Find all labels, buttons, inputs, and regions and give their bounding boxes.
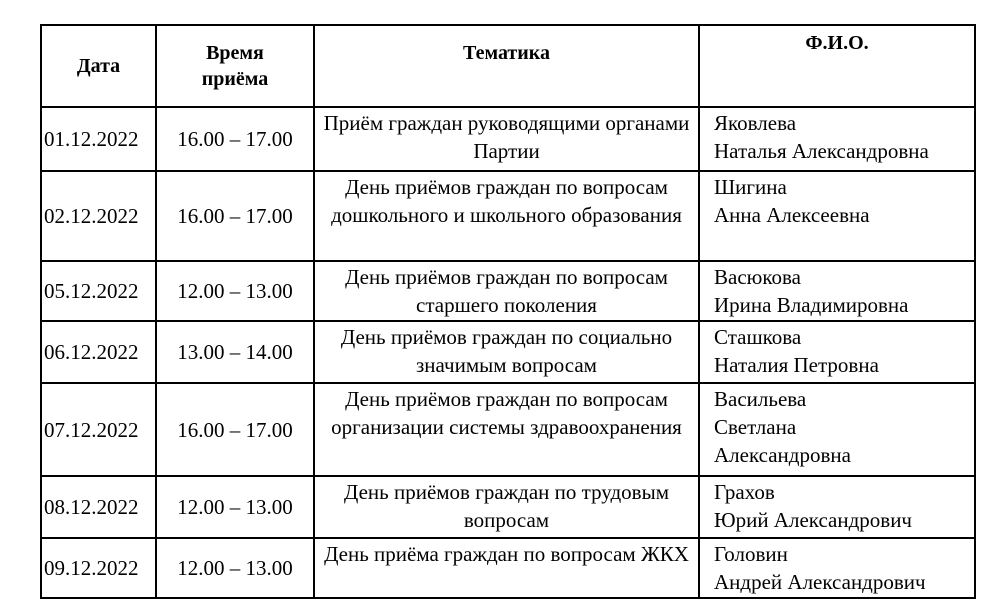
cell-theme: День приёмов граждан по социально значимым вопросам [314, 321, 699, 383]
cell-theme: День приёмов граждан по вопросам дошкольного и школьного образования [314, 171, 699, 261]
header-theme: Тематика [314, 25, 699, 107]
cell-date: 06.12.2022 [41, 321, 156, 383]
cell-date: 02.12.2022 [41, 171, 156, 261]
cell-time: 12.00 – 13.00 [156, 538, 314, 598]
fio-patronymic: Александровна [714, 443, 851, 467]
cell-date: 08.12.2022 [41, 476, 156, 538]
fio-surname: Яковлева [714, 111, 797, 135]
cell-time: 16.00 – 17.00 [156, 171, 314, 261]
cell-fio [699, 476, 975, 538]
header-date: Дата [41, 25, 156, 107]
cell-theme: День приёмов граждан по трудовым вопросам [314, 476, 699, 538]
cell-date: 09.12.2022 [41, 538, 156, 598]
cell-date: 05.12.2022 [41, 261, 156, 321]
fio-name: Наталия Петровна [714, 353, 879, 377]
cell-theme: День приёмов граждан по вопросам старшего поколения [314, 261, 699, 321]
header-time-line1: Время [206, 42, 264, 64]
cell-time: 12.00 – 13.00 [156, 476, 314, 538]
fio-surname: Васильева [714, 387, 807, 411]
cell-fio [699, 538, 975, 598]
cell-fio [699, 321, 975, 383]
reception-schedule-table [40, 24, 976, 599]
fio-surname: Васюкова [714, 265, 801, 289]
cell-time: 13.00 – 14.00 [156, 321, 314, 383]
cell-fio [699, 171, 975, 261]
cell-date: 07.12.2022 [41, 383, 156, 476]
table-row [41, 107, 975, 171]
fio-surname: Грахов [714, 480, 775, 504]
cell-time: 16.00 – 17.00 [156, 107, 314, 171]
cell-theme: Приём граждан руководящими органами Партии [314, 107, 699, 171]
cell-time: 12.00 – 13.00 [156, 261, 314, 321]
cell-fio [699, 261, 975, 321]
header-fio: Ф.И.О. [699, 25, 975, 107]
cell-fio [699, 107, 975, 171]
fio-name: Светлана [714, 415, 797, 439]
cell-fio [699, 383, 975, 476]
table-row [41, 538, 975, 598]
fio-surname: Сташкова [714, 325, 802, 349]
cell-date: 01.12.2022 [41, 107, 156, 171]
table-row [41, 261, 975, 321]
fio-surname: Шигина [714, 175, 787, 199]
table-row [41, 321, 975, 383]
table-row [41, 383, 975, 476]
table-header-row [41, 25, 975, 107]
header-time [156, 25, 314, 107]
fio-surname: Головин [714, 542, 788, 566]
cell-theme: День приёма граждан по вопросам ЖКХ [314, 538, 699, 598]
header-time-line2: приёма [201, 68, 269, 90]
fio-name: Юрий Александрович [714, 508, 912, 532]
cell-time: 16.00 – 17.00 [156, 383, 314, 476]
table-row [41, 171, 975, 261]
fio-name: Наталья Александровна [714, 139, 929, 163]
cell-theme: День приёмов граждан по вопросам организации системы здравоохранения [314, 383, 699, 476]
fio-name: Анна Алексеевна [714, 203, 870, 227]
fio-name: Ирина Владимировна [714, 293, 909, 317]
fio-name: Андрей Александрович [714, 570, 926, 594]
table-row [41, 476, 975, 538]
